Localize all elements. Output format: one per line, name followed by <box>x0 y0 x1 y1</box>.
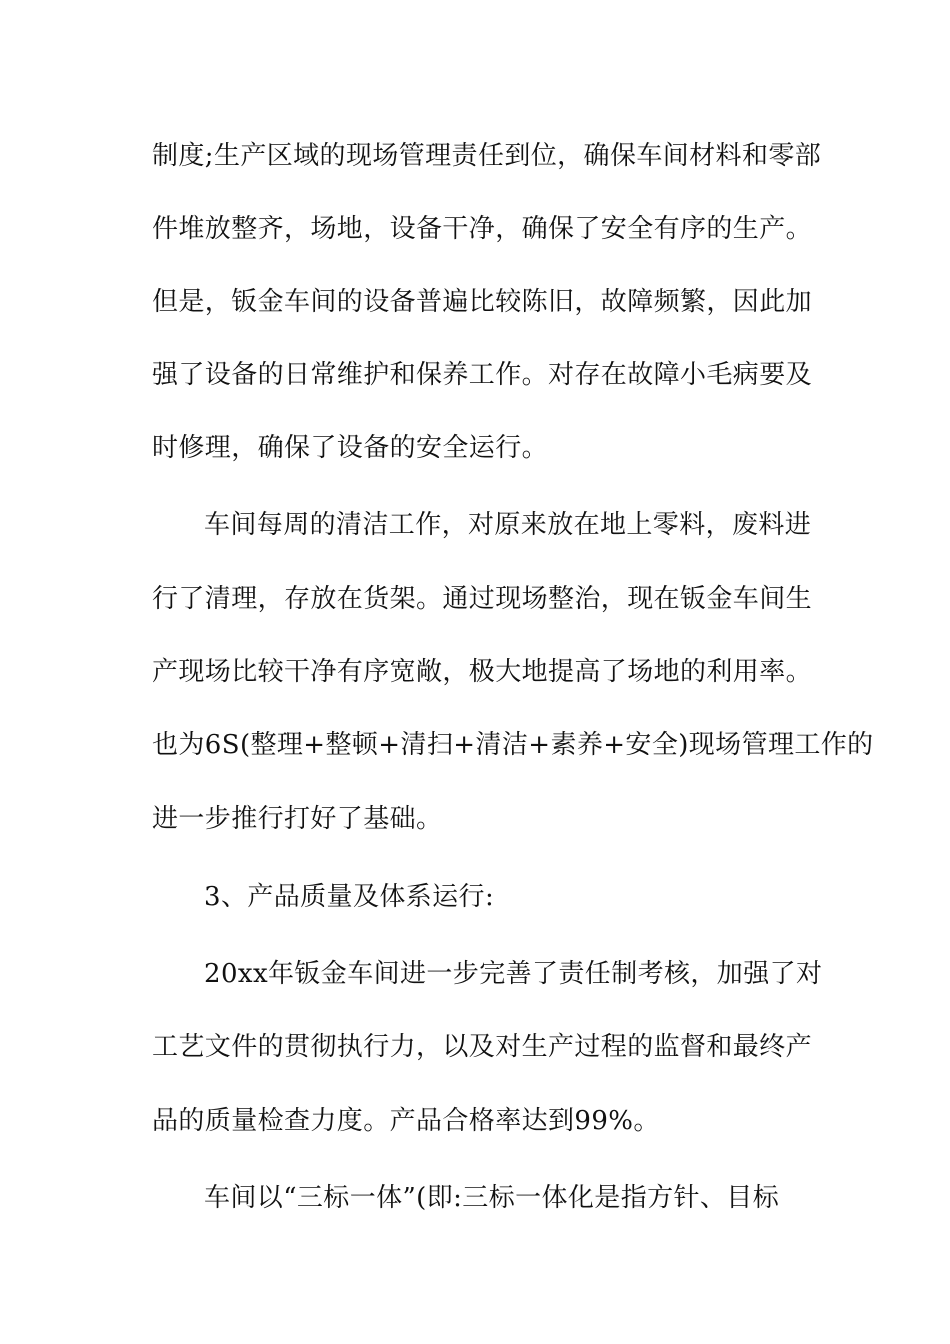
text-line: 但是，钣金车间的设备普遍比较陈旧，故障频繁，因此加 <box>152 287 813 317</box>
text-line: 工艺文件的贯彻执行力，以及对生产过程的监督和最终产 <box>152 1032 813 1062</box>
text-line: 件堆放整齐，场地，设备干净，确保了安全有序的生产。 <box>152 214 813 244</box>
section-heading: 3、产品质量及体系运行: <box>204 882 495 912</box>
text-line: 20xx年钣金车间进一步完善了责任制考核，加强了对 <box>204 959 823 989</box>
text-line: 品的质量检查力度。产品合格率达到99%。 <box>152 1106 660 1136</box>
text-line: 进一步推行打好了基础。 <box>152 804 443 834</box>
text-line: 强了设备的日常维护和保养工作。对存在故障小毛病要及 <box>152 360 813 390</box>
text-line: 车间以“三标一体”(即:三标一体化是指方针、目标 <box>204 1183 780 1213</box>
text-line: 行了清理，存放在货架。通过现场整治，现在钣金车间生 <box>152 584 813 614</box>
text-line: 制度;生产区域的现场管理责任到位，确保车间材料和零部 <box>152 141 822 171</box>
text-line: 也为6S(整理+整顿+清扫+清洁+素养+安全)现场管理工作的 <box>152 730 874 760</box>
text-line: 产现场比较干净有序宽敞，极大地提高了场地的利用率。 <box>152 657 813 687</box>
text-line: 车间每周的清洁工作，对原来放在地上零料，废料进 <box>204 510 812 540</box>
text-line: 时修理，确保了设备的安全运行。 <box>152 433 549 463</box>
